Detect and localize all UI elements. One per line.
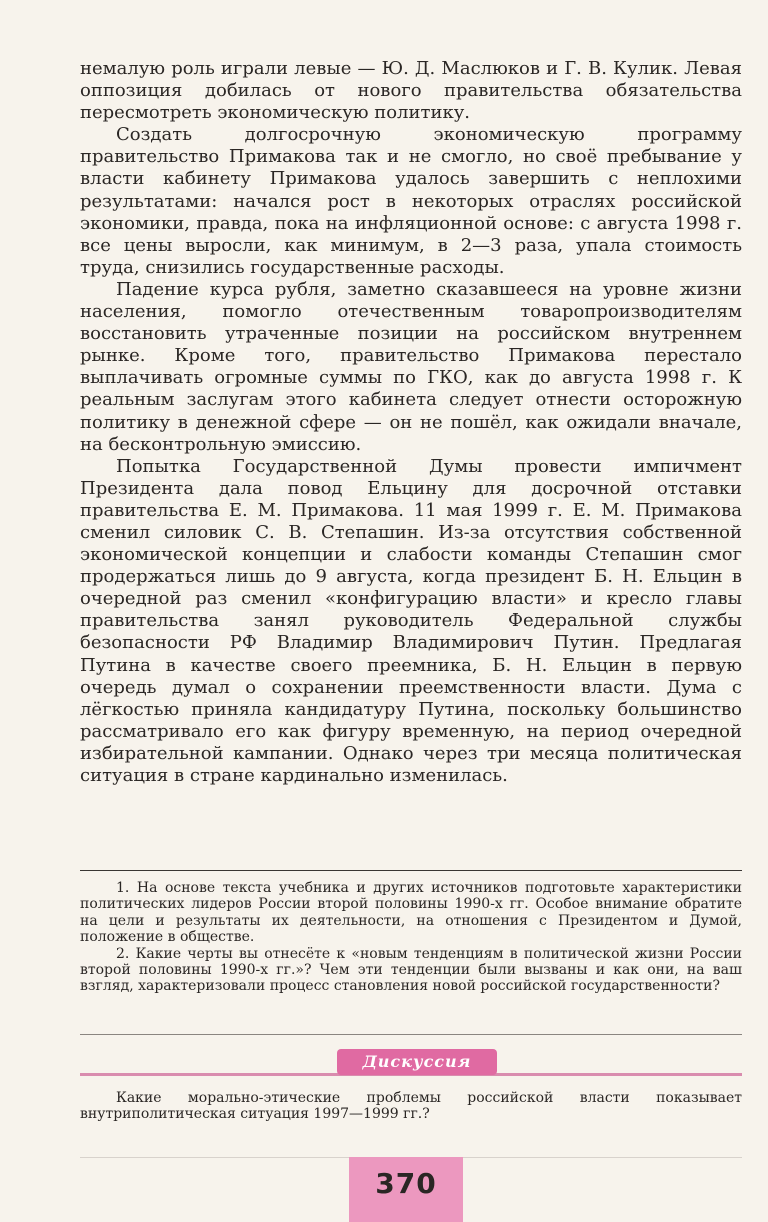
page-number: 370 <box>375 1167 437 1200</box>
question-1: 1. На основе текста учебника и других источников подготовьте характеристики политических лидеров России второй половины 1990-х гг. Особое внимание обратите на цели и результаты их деятельности, на отношения с Президентом и Думой, положение в обществе. <box>80 880 742 946</box>
paragraph-1: немалую роль играли левые — Ю. Д. Маслюков и Г. В. Кулик. Левая оппозиция добилась от нового правительства обязательства пересмотреть экономическую политику. <box>80 58 742 124</box>
questions-bottom-rule <box>80 1034 742 1035</box>
questions-block <box>80 880 742 995</box>
questions-top-rule <box>80 870 742 871</box>
page-number-box <box>349 1157 463 1222</box>
main-text <box>80 58 742 787</box>
discussion-text-block <box>80 1090 742 1123</box>
discussion-label: Дискуссия <box>337 1049 497 1075</box>
paragraph-4: Попытка Государственной Думы провести импичмент Президента дала повод Ельцину для досрочной отставки правительства Е. М. Примакова. 11 мая 1999 г. Е. М. Примакова сменил силовик С. В. Степашин. Из-за отсутствия собственной экономической концепции и слабости команды Степашин смог продержаться лишь до 9 августа, когда президент Б. Н. Ельцин в очередной раз сменил «конфигурацию власти» и кресло главы правительства занял руководитель Федеральной службы безопасности РФ Владимир Владимирович Путин. Предлагая Путина в качестве своего преемника, Б. Н. Ельцин в первую очередь думал о сохранении преемственности власти. Дума с лёгкостью приняла кандидатуру Путина, поскольку большинство рассматривало его как фигуру временную, на период очередной избирательной кампании. Однако через три месяца политическая ситуация в стране кардинально изменилась. <box>80 455 742 786</box>
paragraph-2: Создать долгосрочную экономическую программу правительство Примакова так и не смогло, но своё пребывание у власти кабинету Примакова удалось завершить с неплохими результатами: начался рост в некоторых отраслях российской экономики, правда, пока на инфляционной основе: с августа 1998 г. все цены выросли, как минимум, в 2—3 раза, упала стоимость труда, снизились государственные расходы. <box>80 124 742 278</box>
question-2: 2. Какие черты вы отнесёте к «новым тенденциям в политической жизни России второй половины 1990-х гг.»? Чем эти тенденции были вызваны и как они, на ваш взгляд, характеризовали процесс становления новой российской государственности? <box>80 945 742 995</box>
discussion-question: Какие морально-этические проблемы российской власти показывает внутриполитическая ситуация 1997—1999 гг.? <box>80 1090 742 1123</box>
paragraph-3: Падение курса рубля, заметно сказавшееся на уровне жизни населения, помогло отечественным товаропроизводителям восстановить утраченные позиции на российском внутреннем рынке. Кроме того, правительство Примакова перестало выплачивать огромные суммы по ГКО, как до августа 1998 г. К реальным заслугам этого кабинета следует отнести осторожную политику в денежной сфере — он не пошёл, как ожидали вначале, на бесконтрольную эмиссию. <box>80 278 742 455</box>
